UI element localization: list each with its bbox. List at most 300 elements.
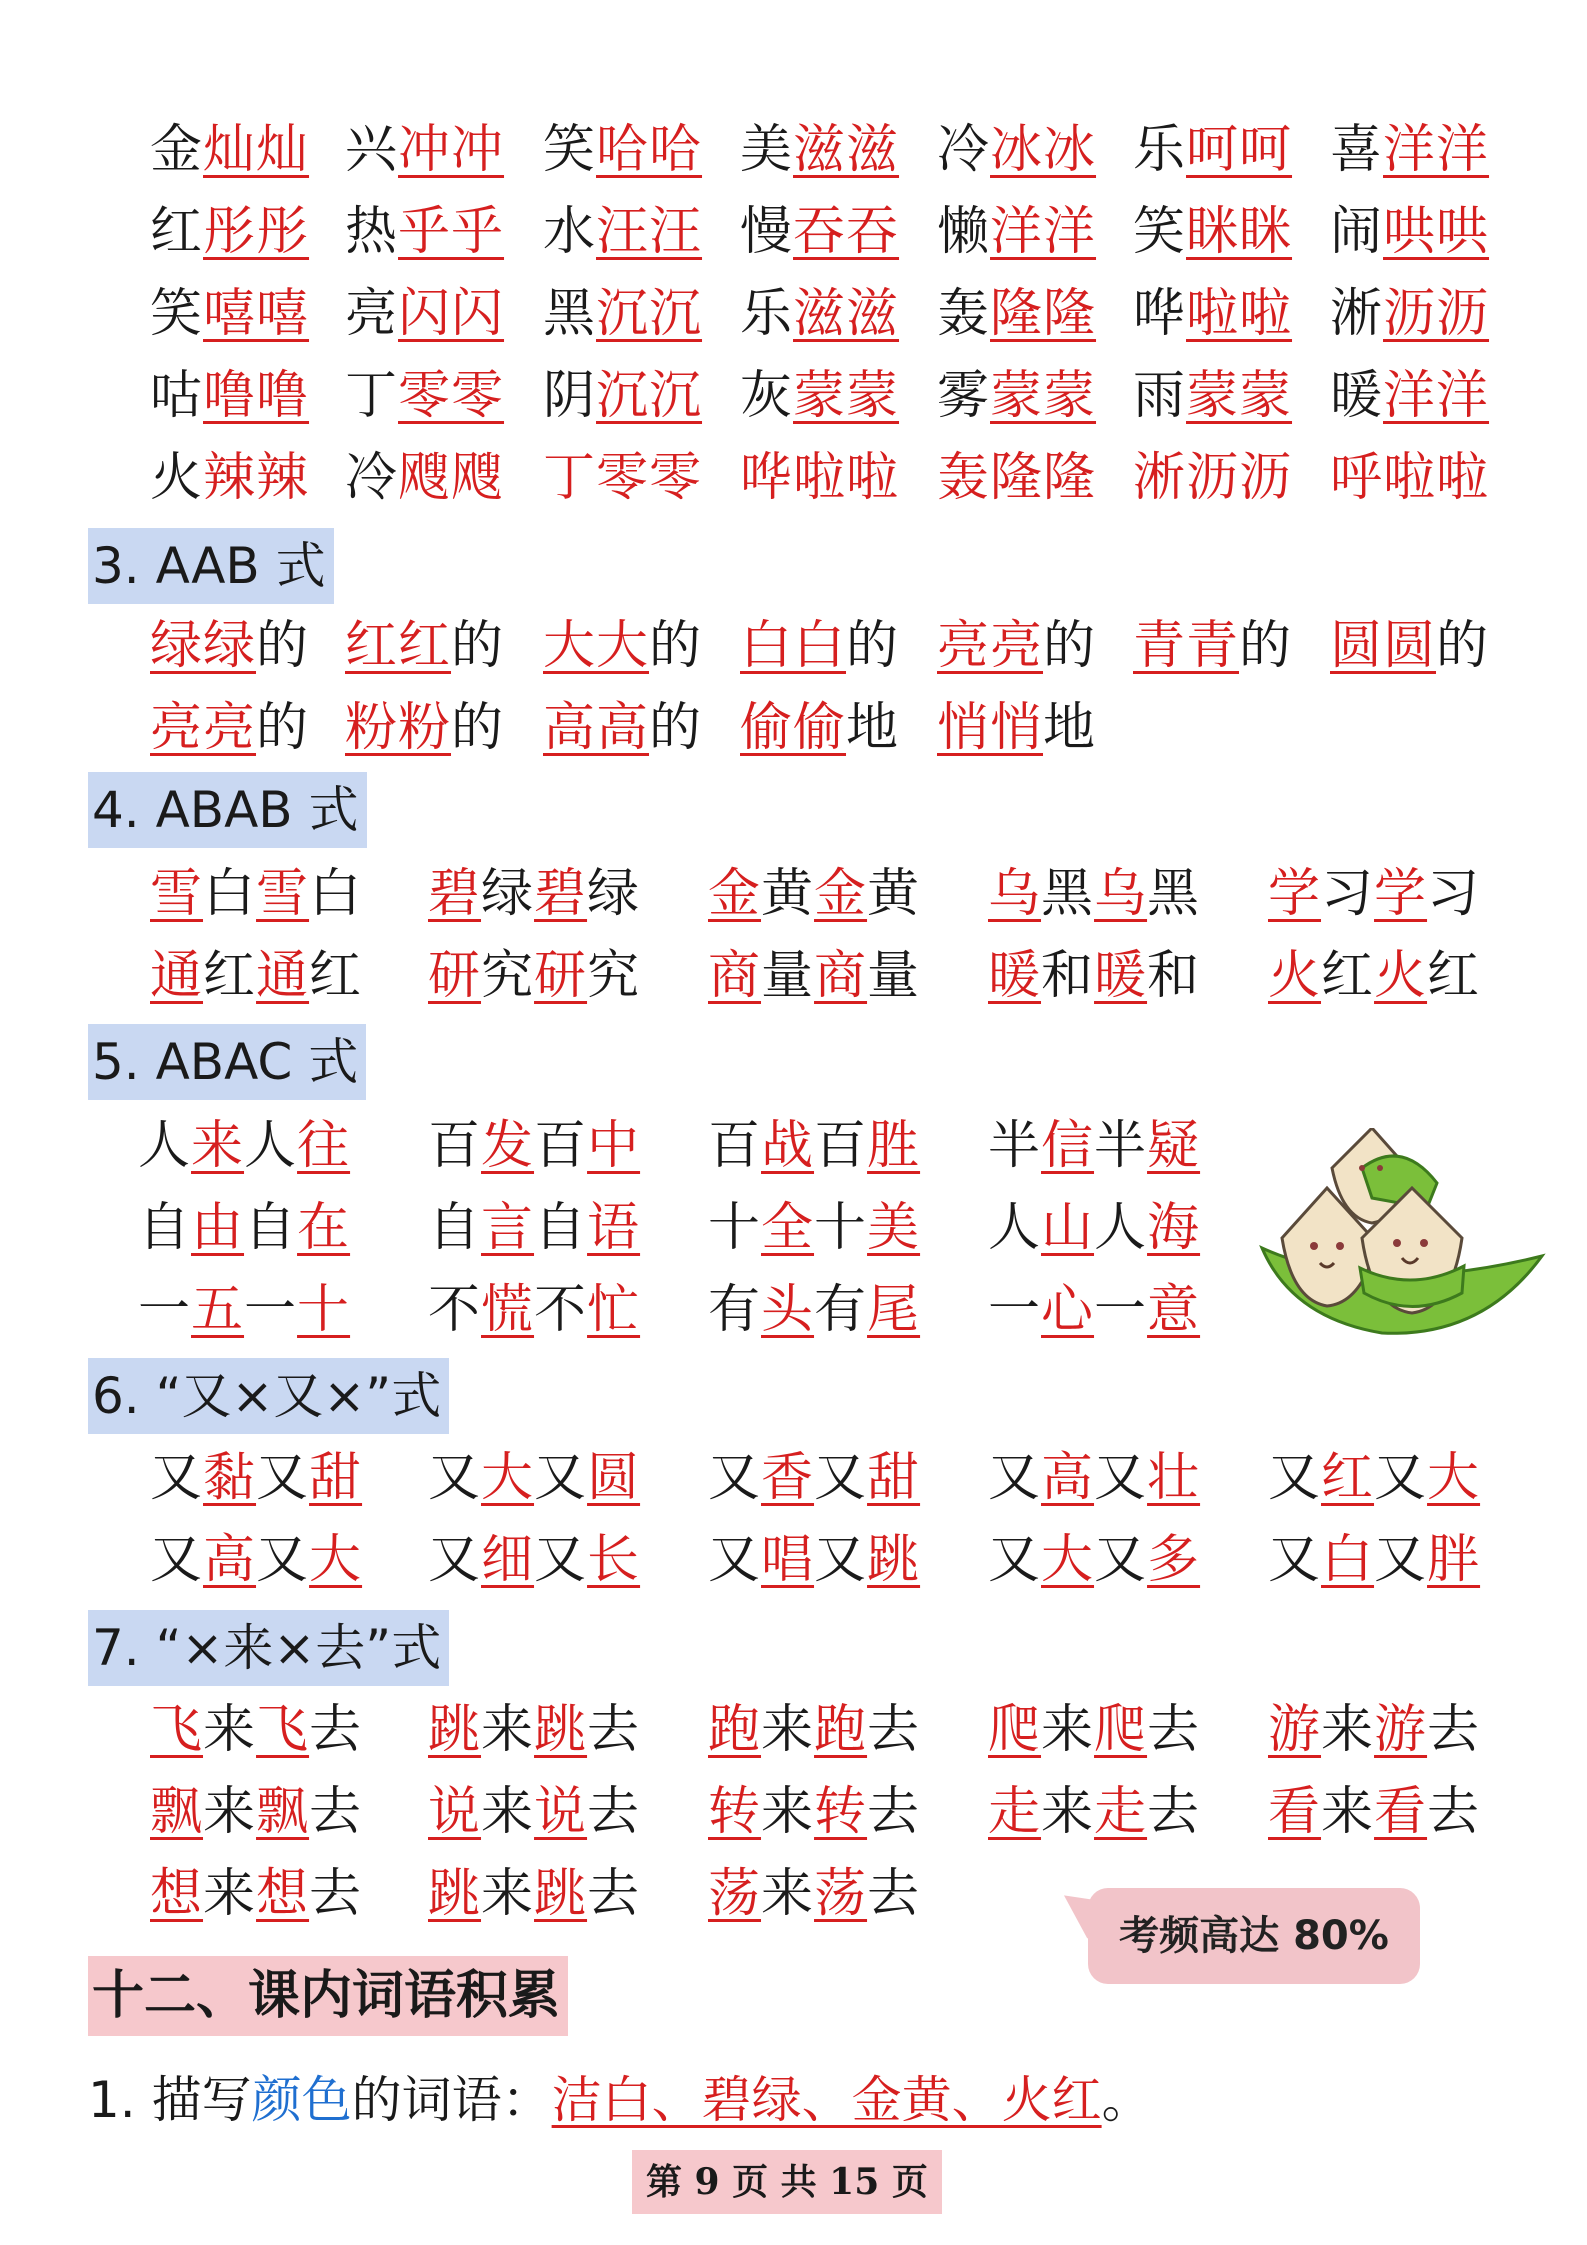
word-char: 又 xyxy=(428,1530,482,1590)
word-item xyxy=(428,1520,640,1600)
word-char: 来 xyxy=(1041,1782,1095,1842)
word-char: 的 xyxy=(451,616,505,676)
word-answer: 丁零零 xyxy=(543,448,703,508)
word-char: 来 xyxy=(481,1700,535,1760)
word-char: 十 xyxy=(708,1198,762,1258)
word-item xyxy=(708,1106,920,1186)
word-answer: 想 xyxy=(256,1864,310,1924)
word-item xyxy=(937,356,1096,436)
abb-row xyxy=(0,274,1587,354)
word-item xyxy=(937,688,1096,768)
word-answer: 走 xyxy=(1094,1782,1148,1842)
word-char: 暖 xyxy=(1330,366,1384,426)
word-char: 和 xyxy=(1041,946,1095,1006)
word-char: 又 xyxy=(708,1448,762,1508)
word-answer: 看 xyxy=(1374,1782,1428,1842)
word-answer: 心 xyxy=(1041,1280,1095,1340)
word-answer: 细 xyxy=(481,1530,535,1590)
word-answer: 绿绿 xyxy=(150,616,257,676)
word-answer: 冲冲 xyxy=(398,120,505,180)
word-answer: 眯眯 xyxy=(1186,202,1293,262)
lai-header: 7. “×来×去”式 xyxy=(88,1610,449,1686)
word-item xyxy=(740,192,899,272)
word-char: 不 xyxy=(428,1280,482,1340)
word-char: 一 xyxy=(244,1280,298,1340)
word-item xyxy=(428,1854,640,1934)
word-item xyxy=(345,688,504,768)
word-answer: 沉沉 xyxy=(596,284,703,344)
word-answer: 说 xyxy=(534,1782,588,1842)
word-char: 的 xyxy=(256,698,310,758)
you-row xyxy=(0,1438,1587,1518)
word-item xyxy=(150,688,309,768)
you-row xyxy=(0,1520,1587,1600)
word-char: 去 xyxy=(309,1782,363,1842)
word-char: 又 xyxy=(534,1530,588,1590)
word-answer: 呼啦啦 xyxy=(1330,448,1490,508)
word-item xyxy=(988,1188,1200,1268)
word-answer: 游 xyxy=(1374,1700,1428,1760)
word-item xyxy=(1330,606,1489,686)
word-char: 去 xyxy=(587,1700,641,1760)
word-char: 量 xyxy=(761,946,815,1006)
word-char: 冷 xyxy=(345,448,399,508)
word-answer: 想 xyxy=(150,1864,204,1924)
word-answer: 亮亮 xyxy=(937,616,1044,676)
word-char: 又 xyxy=(256,1530,310,1590)
word-answer: 雪 xyxy=(150,864,204,924)
word-char: 懒 xyxy=(937,202,991,262)
word-answer: 海 xyxy=(1147,1198,1201,1258)
word-char: 冷 xyxy=(937,120,991,180)
word-item xyxy=(988,1438,1200,1518)
word-answer: 圆 xyxy=(587,1448,641,1508)
word-answer: 滋滋 xyxy=(793,284,900,344)
word-answer: 洋洋 xyxy=(990,202,1097,262)
abb-row xyxy=(0,356,1587,436)
word-item xyxy=(138,1270,350,1350)
word-char: 又 xyxy=(428,1448,482,1508)
word-answer: 香 xyxy=(761,1448,815,1508)
word-char: 又 xyxy=(1094,1448,1148,1508)
aab-header: 3. AAB 式 xyxy=(88,528,334,604)
word-answer: 飞 xyxy=(150,1700,204,1760)
word-answer: 说 xyxy=(428,1782,482,1842)
word-char: 金 xyxy=(150,120,204,180)
word-answer: 高 xyxy=(203,1530,257,1590)
word-answer: 乌 xyxy=(988,864,1042,924)
color-words-answer: 洁白、碧绿、金黄、火红 xyxy=(551,2071,1102,2129)
word-item xyxy=(428,1106,640,1186)
word-answer: 信 xyxy=(1041,1116,1095,1176)
word-answer: 忙 xyxy=(587,1280,641,1340)
word-answer: 通 xyxy=(150,946,204,1006)
word-char: 和 xyxy=(1147,946,1201,1006)
word-answer: 爬 xyxy=(1094,1700,1148,1760)
word-item xyxy=(708,1854,920,1934)
word-item xyxy=(543,192,702,272)
word-item xyxy=(1330,110,1489,190)
word-answer: 跑 xyxy=(708,1700,762,1760)
word-char: 白 xyxy=(203,864,257,924)
word-answer: 暖 xyxy=(988,946,1042,1006)
word-item xyxy=(937,606,1096,686)
word-item xyxy=(1268,1520,1480,1600)
color-words-prefix: 1. 描写 xyxy=(88,2071,252,2129)
word-answer: 粉粉 xyxy=(345,698,452,758)
word-char: 红 xyxy=(1321,946,1375,1006)
word-answer: 火 xyxy=(1268,946,1322,1006)
abb-row xyxy=(0,192,1587,272)
word-item xyxy=(150,1690,362,1770)
word-char: 有 xyxy=(814,1280,868,1340)
word-answer: 学 xyxy=(1268,864,1322,924)
word-char: 的 xyxy=(1043,616,1097,676)
word-char: 的 xyxy=(451,698,505,758)
word-item xyxy=(150,356,309,436)
word-answer: 白白 xyxy=(740,616,847,676)
word-char: 不 xyxy=(534,1280,588,1340)
word-item xyxy=(708,1772,920,1852)
word-item xyxy=(740,274,899,354)
word-answer: 商 xyxy=(708,946,762,1006)
word-item xyxy=(543,274,702,354)
word-char: 红 xyxy=(1427,946,1481,1006)
word-char: 又 xyxy=(150,1448,204,1508)
word-answer: 来 xyxy=(191,1116,245,1176)
word-answer: 荡 xyxy=(814,1864,868,1924)
word-item xyxy=(345,110,504,190)
word-char: 去 xyxy=(1147,1782,1201,1842)
word-char: 的 xyxy=(1239,616,1293,676)
word-item xyxy=(937,274,1096,354)
word-answer: 研 xyxy=(534,946,588,1006)
word-answer: 跳 xyxy=(534,1864,588,1924)
word-char: 自 xyxy=(138,1198,192,1258)
word-answer: 碧 xyxy=(534,864,588,924)
you-header: 6. “又×又×”式 xyxy=(88,1358,449,1434)
word-char: 黄 xyxy=(761,864,815,924)
word-answer: 碧 xyxy=(428,864,482,924)
word-answer: 蒙蒙 xyxy=(793,366,900,426)
word-char: 红 xyxy=(309,946,363,1006)
word-answer: 胖 xyxy=(1427,1530,1481,1590)
word-answer: 大 xyxy=(309,1530,363,1590)
word-char: 去 xyxy=(309,1700,363,1760)
word-answer: 大 xyxy=(481,1448,535,1508)
word-item xyxy=(937,110,1096,190)
word-answer: 偷偷 xyxy=(740,698,847,758)
word-answer: 隆隆 xyxy=(990,284,1097,344)
word-char: 去 xyxy=(1427,1782,1481,1842)
word-answer: 暖 xyxy=(1094,946,1148,1006)
word-answer: 乌 xyxy=(1094,864,1148,924)
color-words-end: 。 xyxy=(1101,2071,1152,2129)
word-answer: 跳 xyxy=(428,1864,482,1924)
word-char: 来 xyxy=(203,1700,257,1760)
word-answer: 研 xyxy=(428,946,482,1006)
word-item xyxy=(988,936,1200,1016)
word-char: 红 xyxy=(150,202,204,262)
abb-row xyxy=(0,438,1587,518)
word-answer: 走 xyxy=(988,1782,1042,1842)
word-answer: 转 xyxy=(708,1782,762,1842)
word-answer: 大 xyxy=(1427,1448,1481,1508)
page-footer: 第 9 页 共 15 页 xyxy=(632,2150,942,2214)
word-answer: 疑 xyxy=(1147,1116,1201,1176)
word-answer: 甜 xyxy=(867,1448,921,1508)
word-item xyxy=(1133,438,1292,518)
word-item xyxy=(708,1188,920,1268)
color-keyword: 颜色 xyxy=(251,2071,352,2129)
word-answer: 黏 xyxy=(203,1448,257,1508)
word-answer: 轰隆隆 xyxy=(937,448,1097,508)
word-answer: 全 xyxy=(761,1198,815,1258)
word-item xyxy=(428,1188,640,1268)
word-char: 人 xyxy=(1094,1198,1148,1258)
word-answer: 十 xyxy=(297,1280,351,1340)
word-answer: 淅沥沥 xyxy=(1133,448,1293,508)
word-answer: 飘 xyxy=(256,1782,310,1842)
word-answer: 壮 xyxy=(1147,1448,1201,1508)
word-answer: 爬 xyxy=(988,1700,1042,1760)
word-item xyxy=(988,854,1200,934)
word-answer: 哄哄 xyxy=(1383,202,1490,262)
word-char: 亮 xyxy=(345,284,399,344)
word-item xyxy=(988,1690,1200,1770)
word-item xyxy=(543,356,702,436)
word-char: 又 xyxy=(1268,1448,1322,1508)
word-answer: 美 xyxy=(867,1198,921,1258)
word-item xyxy=(345,438,504,518)
lai-row xyxy=(0,1690,1587,1770)
word-answer: 金 xyxy=(708,864,762,924)
word-char: 又 xyxy=(1374,1448,1428,1508)
word-char: 黑 xyxy=(1041,864,1095,924)
word-char: 十 xyxy=(814,1198,868,1258)
word-char: 又 xyxy=(814,1448,868,1508)
word-item xyxy=(150,1520,362,1600)
word-char: 又 xyxy=(814,1530,868,1590)
word-item xyxy=(1268,936,1480,1016)
word-answer: 跳 xyxy=(867,1530,921,1590)
word-item xyxy=(138,1106,350,1186)
word-item xyxy=(428,1270,640,1350)
word-char: 火 xyxy=(150,448,204,508)
word-char: 又 xyxy=(1374,1530,1428,1590)
word-char: 有 xyxy=(708,1280,762,1340)
word-char: 去 xyxy=(1147,1700,1201,1760)
word-answer: 跳 xyxy=(428,1700,482,1760)
word-char: 一 xyxy=(988,1280,1042,1340)
abab-row xyxy=(0,936,1587,1016)
word-char: 红 xyxy=(203,946,257,1006)
word-char: 又 xyxy=(988,1448,1042,1508)
word-item xyxy=(150,1772,362,1852)
word-char: 自 xyxy=(428,1198,482,1258)
word-answer: 汪汪 xyxy=(596,202,703,262)
word-item xyxy=(428,854,640,934)
word-item xyxy=(428,1772,640,1852)
word-char: 人 xyxy=(988,1198,1042,1258)
word-answer: 飘 xyxy=(150,1782,204,1842)
word-answer: 蒙蒙 xyxy=(1186,366,1293,426)
word-char: 笑 xyxy=(150,284,204,344)
word-char: 究 xyxy=(587,946,641,1006)
word-char: 去 xyxy=(867,1782,921,1842)
word-answer: 呵呵 xyxy=(1186,120,1293,180)
word-char: 水 xyxy=(543,202,597,262)
word-item xyxy=(428,936,640,1016)
word-char: 笑 xyxy=(1133,202,1187,262)
word-answer: 嘻嘻 xyxy=(203,284,310,344)
word-answer: 胜 xyxy=(867,1116,921,1176)
word-char: 乐 xyxy=(1133,120,1187,180)
word-item xyxy=(543,110,702,190)
abab-row xyxy=(0,854,1587,934)
word-answer: 圆圆 xyxy=(1330,616,1437,676)
word-item xyxy=(1330,356,1489,436)
word-answer: 飕飕 xyxy=(398,448,505,508)
word-answer: 红 xyxy=(1321,1448,1375,1508)
word-char: 喜 xyxy=(1330,120,1384,180)
word-item xyxy=(1330,192,1489,272)
word-answer: 甜 xyxy=(309,1448,363,1508)
word-item xyxy=(345,606,504,686)
word-char: 又 xyxy=(150,1530,204,1590)
word-item xyxy=(1133,356,1292,436)
word-answer: 沉沉 xyxy=(596,366,703,426)
word-answer: 白 xyxy=(1321,1530,1375,1590)
aab-row xyxy=(0,688,1587,768)
word-item xyxy=(740,606,899,686)
word-item xyxy=(1133,192,1292,272)
word-item xyxy=(1330,438,1489,518)
word-answer: 意 xyxy=(1147,1280,1201,1340)
word-char: 的 xyxy=(1436,616,1490,676)
word-answer: 通 xyxy=(256,946,310,1006)
color-words-middle: 的词语： xyxy=(351,2071,552,2129)
word-char: 又 xyxy=(988,1530,1042,1590)
word-answer: 彤彤 xyxy=(203,202,310,262)
word-char: 黑 xyxy=(1147,864,1201,924)
word-char: 来 xyxy=(761,1782,815,1842)
word-item xyxy=(937,192,1096,272)
word-answer: 尾 xyxy=(867,1280,921,1340)
word-item xyxy=(1268,1438,1480,1518)
word-answer: 洋洋 xyxy=(1383,120,1490,180)
word-item xyxy=(988,1270,1200,1350)
word-char: 闹 xyxy=(1330,202,1384,262)
word-answer: 零零 xyxy=(398,366,505,426)
word-char: 人 xyxy=(138,1116,192,1176)
word-answer: 大 xyxy=(1041,1530,1095,1590)
lai-row xyxy=(0,1772,1587,1852)
word-answer: 高 xyxy=(1041,1448,1095,1508)
word-item xyxy=(988,1772,1200,1852)
word-char: 去 xyxy=(587,1782,641,1842)
word-char: 来 xyxy=(481,1864,535,1924)
word-char: 百 xyxy=(708,1116,762,1176)
word-char: 兴 xyxy=(345,120,399,180)
word-answer: 跑 xyxy=(814,1700,868,1760)
frequency-badge: 考频高达 80% xyxy=(1088,1888,1420,1984)
word-answer: 金 xyxy=(814,864,868,924)
word-char: 又 xyxy=(1094,1530,1148,1590)
word-item xyxy=(428,1690,640,1770)
word-item xyxy=(150,274,309,354)
word-char: 去 xyxy=(867,1700,921,1760)
word-char: 轰 xyxy=(937,284,991,344)
word-item xyxy=(150,110,309,190)
word-answer: 灿灿 xyxy=(203,120,310,180)
word-char: 百 xyxy=(534,1116,588,1176)
word-item xyxy=(740,438,899,518)
word-char: 究 xyxy=(481,946,535,1006)
word-answer: 噜噜 xyxy=(203,366,310,426)
word-char: 一 xyxy=(138,1280,192,1340)
word-answer: 红红 xyxy=(345,616,452,676)
word-answer: 洋洋 xyxy=(1383,366,1490,426)
word-char: 量 xyxy=(867,946,921,1006)
word-char: 来 xyxy=(1321,1700,1375,1760)
word-item xyxy=(150,192,309,272)
word-char: 来 xyxy=(1041,1700,1095,1760)
word-char: 又 xyxy=(708,1530,762,1590)
word-char: 百 xyxy=(814,1116,868,1176)
word-answer: 慌 xyxy=(481,1280,535,1340)
word-answer: 乎乎 xyxy=(398,202,505,262)
word-char: 又 xyxy=(1268,1530,1322,1590)
word-char: 笑 xyxy=(543,120,597,180)
word-char: 哗 xyxy=(1133,284,1187,344)
word-answer: 由 xyxy=(191,1198,245,1258)
word-answer: 五 xyxy=(191,1280,245,1340)
word-answer: 亮亮 xyxy=(150,698,257,758)
word-char: 慢 xyxy=(740,202,794,262)
word-answer: 跳 xyxy=(534,1700,588,1760)
word-char: 来 xyxy=(1321,1782,1375,1842)
word-char: 雾 xyxy=(937,366,991,426)
word-char: 习 xyxy=(1321,864,1375,924)
word-char: 来 xyxy=(761,1864,815,1924)
word-char: 的 xyxy=(256,616,310,676)
word-char: 自 xyxy=(244,1198,298,1258)
word-answer: 长 xyxy=(587,1530,641,1590)
word-char: 的 xyxy=(846,616,900,676)
word-answer: 言 xyxy=(481,1198,535,1258)
word-answer: 沥沥 xyxy=(1383,284,1490,344)
word-item xyxy=(150,1854,362,1934)
word-answer: 游 xyxy=(1268,1700,1322,1760)
word-char: 去 xyxy=(309,1864,363,1924)
word-answer: 中 xyxy=(587,1116,641,1176)
word-item xyxy=(708,1438,920,1518)
word-char: 百 xyxy=(428,1116,482,1176)
word-char: 去 xyxy=(587,1864,641,1924)
word-answer: 发 xyxy=(481,1116,535,1176)
word-answer: 头 xyxy=(761,1280,815,1340)
word-answer: 火 xyxy=(1374,946,1428,1006)
word-item xyxy=(150,936,362,1016)
word-answer: 大大 xyxy=(543,616,650,676)
abab-header: 4. ABAB 式 xyxy=(88,772,367,848)
word-answer: 吞吞 xyxy=(793,202,900,262)
word-answer: 高高 xyxy=(543,698,650,758)
word-char: 黑 xyxy=(543,284,597,344)
word-item xyxy=(345,356,504,436)
word-answer: 转 xyxy=(814,1782,868,1842)
